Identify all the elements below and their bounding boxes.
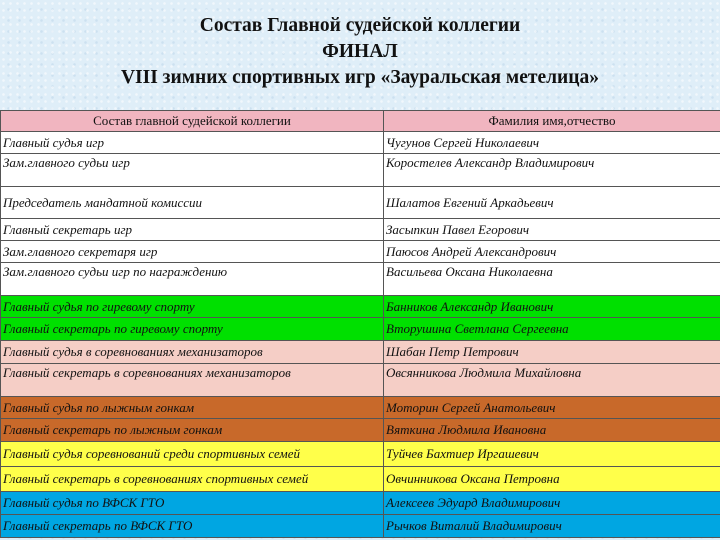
role-cell: Главный секретарь по гиревому спорту [1,318,384,341]
name-cell: Рычков Виталий Владимирович [384,515,720,538]
table-row [1,515,720,538]
table-row [1,442,720,467]
table-row [1,341,720,364]
name-cell: Банников Александр Иванович [384,296,720,318]
role-cell: Главный секретарь игр [1,219,384,241]
role-cell: Главный судья по гиревому спорту [1,296,384,318]
header-role: Состав главной судейской коллегии [1,111,384,132]
name-cell: Вяткина Людмила Ивановна [384,419,720,442]
role-cell: Главный судья в соревнованиях механизаторов [1,341,384,364]
role-cell: Зам.главного судьи игр по награждению [1,263,384,296]
role-cell: Главный секретарь в соревнованиях механизаторов [1,364,384,397]
table-row [1,187,720,219]
name-cell: Вторушина Светлана Сергеевна [384,318,720,341]
role-cell: Зам.главного судьи игр [1,154,384,187]
table-row [1,397,720,419]
name-cell: Овчинникова Оксана Петровна [384,467,720,492]
table-header-row [1,111,720,132]
name-cell: Овсянникова Людмила Михайловна [384,364,720,397]
role-cell: Главный судья соревнований среди спортивных семей [1,442,384,467]
role-cell: Главный судья по ВФСК ГТО [1,492,384,515]
name-cell: Алексеев Эдуард Владимирович [384,492,720,515]
table-row [1,132,720,154]
table-row [1,154,720,187]
table-row [1,492,720,515]
name-cell: Паюсов Андрей Александрович [384,241,720,263]
name-cell: Шалатов Евгений Аркадьевич [384,187,720,219]
table-row [1,364,720,397]
name-cell: Засыпкин Павел Егорович [384,219,720,241]
name-cell: Моторин Сергей Анатольевич [384,397,720,419]
title-line-1: Состав Главной судейской коллегии [199,15,521,36]
table-row [1,241,720,263]
role-cell: Главный судья по лыжным гонкам [1,397,384,419]
table-row [1,219,720,241]
name-cell: Шабан Петр Петрович [384,341,720,364]
name-cell: Коростелев Александр Владимирович [384,154,720,187]
name-cell: Чугунов Сергей Николаевич [384,132,720,154]
page-title [0,13,720,91]
header-name: Фамилия имя,отчество [384,111,720,132]
role-cell: Главный секретарь по лыжным гонкам [1,419,384,442]
role-cell: Зам.главного секретаря игр [1,241,384,263]
role-cell: Главный секретарь по ВФСК ГТО [1,515,384,538]
table-row [1,263,720,296]
table-row [1,419,720,442]
table-row [1,467,720,492]
table-row [1,318,720,341]
role-cell: Главный судья игр [1,132,384,154]
title-line-2: ФИНАЛ [322,41,398,62]
role-cell: Главный секретарь в соревнованиях спортивных семей [1,467,384,492]
title-line-3: VIII зимних спортивных игр «Зауральская метелица» [120,67,600,88]
table-row [1,296,720,318]
judges-table [0,110,720,538]
name-cell: Туйчев Бахтиер Иргашевич [384,442,720,467]
role-cell: Председатель мандатной комиссии [1,187,384,219]
name-cell: Васильева Оксана Николаевна [384,263,720,296]
